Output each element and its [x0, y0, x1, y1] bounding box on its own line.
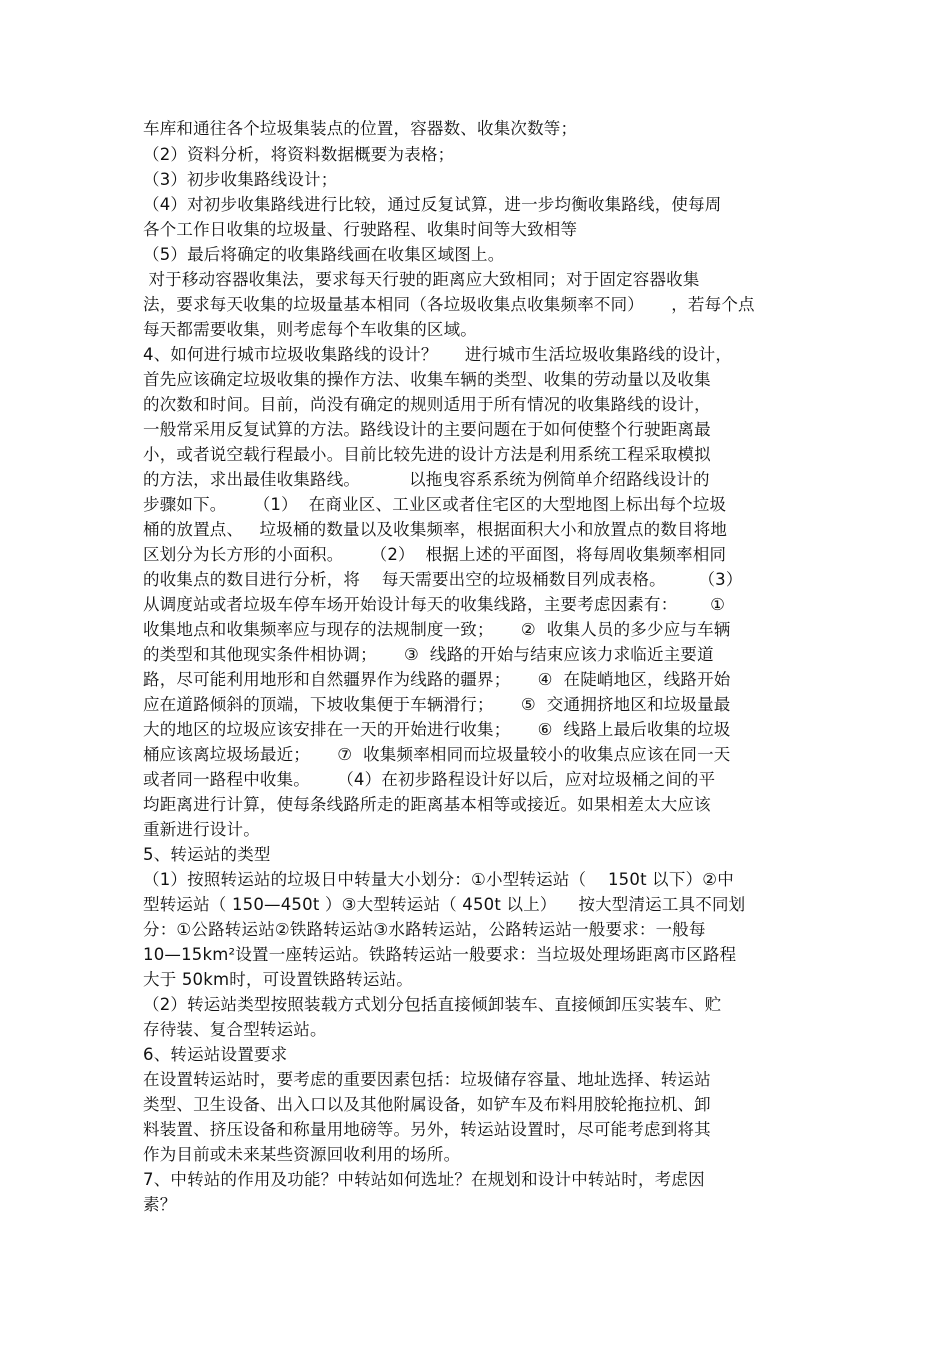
text: 应在道路倾斜的顶端，下坡收集便于车辆滑行； ⑤ 交通拥挤地区和垃圾量最	[143, 695, 731, 714]
text-line	[143, 193, 722, 217]
text-line	[143, 468, 710, 492]
section-heading	[143, 1168, 705, 1192]
text-line	[143, 918, 706, 942]
text: 的类型和其他现实条件相协调； ③ 线路的开始与结束应该力求临近主要道	[143, 645, 714, 664]
text-line	[143, 668, 731, 692]
text-line	[143, 1118, 711, 1142]
text: 素？	[143, 1195, 177, 1214]
text-line	[143, 1018, 327, 1042]
text-line	[143, 593, 725, 617]
text: 在设置转运站时，要考虑的重要因素包括：垃圾储存容量、地址选择、转运站	[143, 1070, 711, 1089]
text-line	[143, 318, 477, 342]
text-line	[143, 368, 711, 392]
text-line	[143, 418, 711, 442]
text: 的次数和时间。目前，尚没有确定的规则适用于所有情况的收集路线的设计，	[143, 395, 711, 414]
text: 型转运站（ 150—450t ）③大型转运站（ 450t 以上） 按大型清运工具不同划	[143, 895, 746, 914]
text-line	[143, 968, 413, 992]
text: 5、转运站的类型	[143, 845, 271, 864]
text-line	[143, 493, 726, 517]
text: （1）按照转运站的垃圾日中转量大小划分：①小型转运站（ 150t 以下）②中	[143, 870, 734, 889]
text-line	[143, 943, 736, 967]
text-line	[143, 1143, 460, 1167]
text-line	[143, 793, 711, 817]
text-line	[143, 818, 260, 842]
text: 分：①公路转运站②铁路转运站③水路转运站，公路转运站一般要求：一般每	[143, 920, 706, 939]
text: 重新进行设计。	[143, 820, 260, 839]
text: 首先应该确定垃圾收集的操作方法、收集车辆的类型、收集的劳动量以及收集	[143, 370, 711, 389]
text: 存待装、复合型转运站。	[143, 1020, 327, 1039]
text: 类型、卫生设备、出入口以及其他附属设备，如铲车及布料用胶轮拖拉机、卸	[143, 1095, 711, 1114]
text: 料装置、挤压设备和称量用地磅等。另外，转运站设置时，尽可能考虑到将其	[143, 1120, 711, 1139]
text-line	[143, 768, 715, 792]
text-line	[143, 618, 731, 642]
text-line	[143, 243, 504, 267]
text: 一般常采用反复试算的方法。路线设计的主要问题在于如何使整个行驶距离最	[143, 420, 711, 439]
text-line	[143, 1193, 176, 1217]
text-line	[143, 143, 454, 167]
text: 从调度站或者垃圾车停车场开始设计每天的收集线路，主要考虑因素有： ①	[143, 595, 726, 614]
text: 4、如何进行城市垃圾收集路线的设计？ 进行城市生活垃圾收集路线的设计，	[143, 345, 733, 364]
text: （4）对初步收集路线进行比较，通过反复试算，进一步均衡收集路线，使每周	[143, 195, 722, 214]
text: （2）转运站类型按照装载方式划分包括直接倾卸装车、直接倾卸压实装车、贮	[143, 995, 722, 1014]
text-line	[143, 893, 745, 917]
text: 大的地区的垃圾应该安排在一天的开始进行收集； ⑥ 线路上最后收集的垃圾	[143, 720, 731, 739]
text-line	[143, 543, 726, 567]
text: 均距离进行计算，使每条线路所走的距离基本相等或接近。如果相差太大应该	[143, 795, 711, 814]
text: 作为目前或未来某些资源回收利用的场所。	[143, 1145, 461, 1164]
text-line	[143, 117, 577, 141]
text-line	[143, 868, 734, 892]
text: 或者同一路程中收集。 （4）在初步路程设计好以后，应对垃圾桶之间的平	[143, 770, 716, 789]
text-line	[143, 643, 714, 667]
text: 10—15km²设置一座转运站。铁路转运站一般要求：当垃圾处理场距离市区路程	[143, 945, 737, 964]
text: （5）最后将确定的收集路线画在收集区域图上。	[143, 245, 505, 264]
text: 7、中转站的作用及功能？中转站如何选址？在规划和设计中转站时，考虑因	[143, 1170, 705, 1189]
text-line	[143, 268, 700, 292]
text-line	[143, 443, 711, 467]
text: 车库和通往各个垃圾集装点的位置，容器数、收集次数等；	[143, 119, 578, 138]
text: （3）初步收集路线设计；	[143, 170, 338, 189]
text: 步骤如下。 （1） 在商业区、工业区或者住宅区的大型地图上标出每个垃圾	[143, 495, 727, 514]
text: 区划分为长方形的小面积。 （2） 根据上述的平面图，将每周收集频率相同	[143, 545, 727, 564]
section-heading	[143, 1043, 287, 1067]
text-line	[143, 218, 577, 242]
text: 6、转运站设置要求	[143, 1045, 288, 1064]
section-heading	[143, 843, 271, 867]
text: 各个工作日收集的垃圾量、行驶路程、收集时间等大致相等	[143, 220, 578, 239]
text-line	[143, 518, 727, 542]
text-line	[143, 1068, 711, 1092]
text: 桶的放置点、 垃圾桶的数量以及收集频率，根据面积大小和放置点的数目将地	[143, 520, 728, 539]
text-line	[143, 693, 731, 717]
text-line	[143, 993, 722, 1017]
text: 每天都需要收集，则考虑每个车收集的区域。	[143, 320, 477, 339]
text: 路，尽可能利用地形和自然疆界作为线路的疆界； ④ 在陡峭地区，线路开始	[143, 670, 731, 689]
text-line	[143, 293, 755, 317]
text: （2）资料分析，将资料数据概要为表格；	[143, 145, 455, 164]
text: 的方法，求出最佳收集路线。 以拖曳容系系统为例简单介绍路线设计的	[143, 470, 710, 489]
text: 桶应该离垃圾场最近； ⑦ 收集频率相同而垃圾量较小的收集点应该在同一天	[143, 745, 731, 764]
section-heading	[143, 343, 732, 367]
text-line	[143, 718, 731, 742]
text: 收集地点和收集频率应与现存的法规制度一致； ② 收集人员的多少应与车辆	[143, 620, 731, 639]
text: 大于 50km时，可设置铁路转运站。	[143, 970, 413, 989]
text-line	[143, 1093, 711, 1117]
text: 小，或者说空载行程最小。目前比较先进的设计方法是利用系统工程采取模拟	[143, 445, 711, 464]
text-line	[143, 743, 731, 767]
text: 对于移动容器收集法，要求每天行驶的距离应大致相同；对于固定容器收集	[143, 270, 700, 289]
text-line	[143, 168, 337, 192]
text: 法，要求每天收集的垃圾量基本相同（各垃圾收集点收集频率不同） ，若每个点	[143, 295, 755, 314]
text: 的收集点的数目进行分析，将 每天需要出空的垃圾桶数目列成表格。 （3）	[143, 570, 743, 589]
text-line	[143, 568, 743, 592]
text-line	[143, 393, 711, 417]
